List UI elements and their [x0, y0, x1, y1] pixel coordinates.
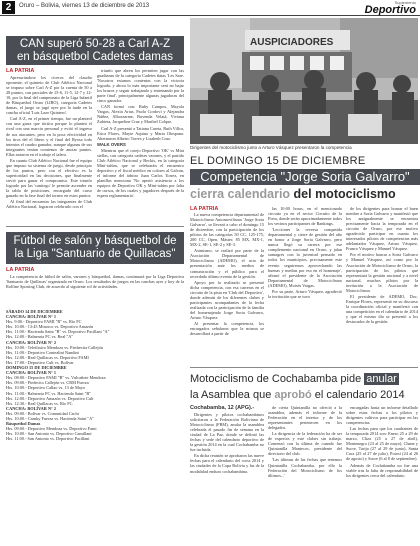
motocross-photo [190, 18, 418, 144]
supplement-label: Suplemento [394, 0, 416, 5]
schedule-line: Hrs. 11:00.- Hacienda Saint "B" vs. Deportivo Pacillani "A" [6, 329, 110, 335]
schedule-heading: CANCHA: BOLÍVAR N° 1 [6, 314, 56, 320]
schedule-line: Hrs. 10:00.- 13:45 Minorco vs. Deportivo Amazón [6, 324, 94, 330]
divider [6, 226, 184, 227]
paragraph: La nueva competencia departamental de Motociclismo Automovilismo 'Jorge Soria Galvarro', se llevará a cabo el domingo 15 de diciembre, con la participación de los pilotos de las categorías 50 CC, 125-175, 200 CC, Open, Máster, 85 MX, MX-1, MX-2, SE-1, SE-2 y SE-3. [190, 212, 264, 248]
paragraph: Al final del encuentro las integrantes de Club Atlético Nacional, lograron celebrarlo con el [6, 199, 92, 210]
paragraph: Mientras que el cotejo Deportivo 'OK' vs Mint stellas, con categoría cadetes varones, y el partido Club Atlético Nacional y Beckis, en la categoría Mini-tafúm, que se celebrarán el encuentro deportivo y el fiscal médico en colores al Galvan, el informe del árbitro Juan Carlos Torrez, en planillas menciona 'No apertó asistencia a los equipos de Deportivo OK y Mini-tafúm por falta de cursos, de los cuales y jugadores después de la espera reglamentaria'. [97, 147, 184, 199]
article2-col1 [190, 212, 264, 364]
schedule-line: Hrs. 17:00.- Deportivo Cult vs. Bolívar [6, 359, 74, 365]
paragraph: triunfo que abren los permiten jugar con las guadianas de la categoría Cadetes ñatas 'Les Sare. 'Nosotros estamos contentas con la victoria lograda, y ahora lo más importante será no bajar los brazos y seguir trabajando y entrenando por la parte final', principalmente algunas jugadoras del cinco ganador. [97, 68, 184, 104]
schedule-line: Hrs. 10:00.- Telefónico Mendoza vs. Piedrecita Callejón [6, 344, 103, 350]
article3-intro [6, 274, 184, 308]
schedule-line: Hrs. 12:00.- Deportivo Amazón vs. Deportivo Cult [6, 395, 94, 401]
schedule-line: Hrs. 12:30.- Real Quillacas vs. Río FC [6, 400, 73, 406]
schedule-line: Hrs. 11:00.- Deportivo Contealini Nandini [6, 349, 79, 355]
headline-line: en básquetbol Cadetes damas [17, 51, 173, 63]
article4-headline-line2 [190, 389, 405, 401]
schedule-heading: DOMINGO 15 DE DICIEMBRE [6, 365, 67, 371]
paragraph: Las fechas para que los cuadrantes de la temporada 2014 son: Enero 25 a 29 de marzo, Cliza (25 a 27 de abril), Montenegro (23 al 25 de mayo), Chane y Sucre, Tarija (27 al 29 de junio), Santa Cruz (25 al 27 de julio), Potosí (24 al 26 de agosto) y Sucre (6 al 8 de septiembre). [346, 426, 418, 462]
article4-col3 [346, 405, 418, 544]
headline-line: la Liga "Santuario de Quillacas" [14, 248, 176, 260]
paragraph: de los dirigentes para honrar el buen nombre a Soria Galvarro y manifestó que los antigualmente se encuentra precisamente hacia la temporada en el circuito de Oruro, por ese motivo agradecido participar en cuanto los interesados pilotos de competencias más adelantados Vásquez, Arturo Vásquez, Franco Vásquez y Manuel Vásquez. [346, 206, 418, 252]
article1-col1 [6, 75, 92, 223]
article1-col2 [97, 68, 184, 221]
article4-col1 [190, 412, 264, 544]
schedule-heading: SÁBADO 14 DE DICIEMBRE [6, 309, 63, 314]
dateline: Oruro – Bolivia, viernes 13 de diciembre de 2013 [19, 3, 150, 9]
schedule-line: Hrs. 12:00.- Balnearia FC vs. Real "A" [6, 334, 74, 340]
headline-part: la Asamblea que [190, 389, 275, 401]
supplement-logo [356, 0, 416, 16]
article1-source: LA PATRIA [6, 68, 35, 74]
page-number: 2 [2, 1, 15, 14]
paragraph: Dirigentes y pilotos cochabambinos solicitaron a la Federación Boliviana de Motociclismo (FBM), anular la asamblea celebrada el pasado fin de semana en la ciudad de La Paz, donde se definió las fechas y sede del calendario deportivo de la gestión 2014 en la cual Cochabamba no fue incluida. [190, 412, 264, 453]
paragraph: Por el motivo honrar a Soria Galvarro y Manuel Vásquez, así como por la Asociación de Motociclismo de Oruro, la participación de los pilotos que representará la gestión nacional y a nivel nacional, muchos pilotos por la invitación a la Asociación de Motociclismo. [346, 252, 418, 293]
paragraph: La competencia de fútbol de salón, varones y básquetbol, damas, continuará por la Liga Deportiva 'Santuario de Quillacas' organizada en Oruro. Los resultados de juegos en las canchas ayer y hoy de la Rolfine Sporting Club, de acuerdo al siguiente rol de actividades. [6, 274, 184, 290]
paragraph: Carl A-Z, en el primer tiempo, fue un planteol con una garra que táctica porque lo plantea el rival con una marcia personal y evitó el ingreso de sus atacantes, pero en la poca efectividad en los tiros del el libero y el final del Ryosa todo intentos el cuadro ganador, aunque algunas de sus integrantes tenían comienzo de anotar puntos. Ellas notaron en el trabajo el talero. [6, 116, 92, 157]
schedule-heading: CANCHA: BOLÍVAR N° 1 [6, 370, 56, 376]
banner-text: AUSPICIADORES [250, 37, 334, 48]
article3-source: LA PATRIA [6, 267, 35, 273]
article4-headline-line1 [190, 373, 399, 385]
supplement-title: Deportivo [364, 4, 416, 16]
article4-source: Cochabamba, 12 (APG).- [190, 405, 255, 411]
paragraph: Además de Cochabamba no fue una viable tras la falta de responsabilidad de los dirigentes cerca del calendario. [346, 462, 418, 478]
schedule-line: Hrs. 12:00.- Real Quillacas vs. Deportivo FAMI [6, 354, 89, 360]
schedule-line: Hrs. 11:00.- Balnearia FC vs. Hacienda Saint "B" [6, 390, 91, 396]
headline-highlight: aprobó [274, 389, 312, 401]
article2-headline: Competencia "Jorge Soria Galvarro" [190, 169, 420, 185]
paragraph: CAN formó con: Ruby Campos, Mayola Vargas, Alexia Arias, Paola Cordoví y Alejandra Núñez, Alborzarme, Ruvenda Velatá, Viviana Zubieta, Jacqueline Cruz y Maribel Colque. [97, 104, 184, 125]
paragraph: El presidente de ADEMO, Doc. Enrique Flores, representó en su discurso la coordinación oficial y manifestó con una competición en el calendario de 2014 y que el mismo día se presentó a los destacados de la gestión. [346, 293, 418, 325]
headline-part: el calendario 2014 [311, 389, 405, 401]
headline-line: Fútbol de salón y básquetbol de [13, 235, 177, 247]
schedule-line: Hrs. 09:00.- Bolívar vs. Comunidad Cachi [6, 410, 79, 416]
article2-col3 [346, 206, 418, 364]
article4-col2 [268, 405, 342, 544]
schedule-heading: CANCHA: BOLÍVAR N° 2 [6, 405, 56, 411]
paragraph: Al presentar la competencia, los encargados señalaron que la misma se desarrollará a partir de [190, 320, 264, 337]
subheadline-highlight: cierra calendario [190, 187, 291, 201]
headline-part: Motociclismo de Cochabamba pide [190, 373, 365, 385]
paragraph: Por su parte, Arturo Vásquez, agradeció la invitación que se tuvo [268, 288, 342, 299]
paragraph: Carl A-Z presentó a Tatiana Careta, Ruth Villca, Erica Flores, Mayte Aquino y Maria Illospana. Alternaron Albeiro Torres y Lisabeth Cruz. [97, 125, 184, 141]
article2-source: LA PATRIA [190, 206, 219, 212]
schedule-heading: CANCHA: BOLÍVAR N° 2 [6, 339, 56, 345]
schedule-line: Hrs. 09:00.- Piedecito Callejón vs. CRM Fuerza [6, 380, 89, 386]
schedule-line: Hrs. 10:00.- San Antonio vs. Deportivo Camillani [6, 431, 92, 437]
article2-subheadline [190, 187, 420, 201]
paragraph: Asimismo, se realizó por parte de la Asociación Departamental de Motociclismo (ADEMO), el acto de presentación ante los medios de comunicación y el público para el recordado último evento de la gestión. [190, 248, 264, 279]
schedule-line: Hrs. 9:00.- Deportivo FAMI "B" vs. Río FC [6, 319, 82, 325]
schedule-line: Hrs. 10:00.- Cranky Fuerza vs. Hacienda Saint "A" [6, 415, 94, 421]
photo-caption: Dirigentes del motociclismo junto a Arturo Vásquez presentaron la competencia [190, 145, 352, 150]
paragraph: encargadas hasta un informe detallado sobre estas fechas a los pilotos y dirigentes cultivos para participar en las competencias. [346, 405, 418, 426]
article3-headline [6, 232, 184, 264]
paragraph: 'Las últimas de las fechas que tenemos Quintanilla Cochabamba, por ello la Federación del Motociclismo de los últimos...' [268, 457, 342, 478]
paragraph: En cuanto Club Atlético Nacional fue el equipo que impuso su sistema de juego, desde principio de los puntos, pero con el efectivo es la superioridad en las decisiones, que finalmente sirvió para ganar el compromiso. Este triunfo logrado por las 'cantiego' le permite ascender en la tabla de posiciones, encargado del curso ganado en la fase final del torneo en estos puntos. [6, 157, 92, 199]
article3-schedule [6, 309, 184, 545]
divider [190, 367, 418, 368]
photo-illustration [190, 18, 418, 144]
article2-kicker: EL DOMINGO 15 DE DICIEMBRE [190, 155, 366, 167]
paragraph: Apoyo por la realizado se presentó dicha competencia, con esa carreras en el circuito de la pista en 'Club del Deportivo', donde además de los diferentes clubes y participantes acompañantes de la fecha realizada con la participación de la familia del homenajeado Jorge Soria Galvarro, Arturo Vásquez. [190, 279, 264, 320]
headline-line: CAN superó 50-28 a Carl A-Z [19, 38, 171, 50]
article2-col2 [268, 206, 342, 364]
paragraph: las 10:00 horas, en el mencionado circuito ya en el sector Circuito de la Fiera, donde serán aproximadamente todos los vecinos participantes de Rankings. [268, 206, 342, 227]
subheadline-rest: del motociclismo [290, 187, 396, 201]
schedule-heading: Básquetbol Damas [6, 421, 41, 427]
paragraph: En dicha reunión se aprobaron las nueve fechas para el calendario del cross 2014 y las ciudades de la Copa Bolivia y las de la modalidad enduro cochabambina. [190, 453, 264, 474]
paragraph: La dirigencia de la federación ha de ser de expertos y este clubes sin trabajo. Comenzó con la última de cuando fue Quintanilla Mantecos, presidente del directorio del club. [268, 431, 342, 457]
schedule-line: Hrs. 10:00.- Deportivo Callao vs. 13 de Mayo [6, 385, 86, 391]
schedule-line: Hrs. 08:00.- Deportivo FAMI "B" vs. Vulcañote Mendoza [6, 375, 106, 381]
page-header [0, 0, 420, 16]
schedule-line: Hrs. 11:00.- San Antonio vs. Deportivo Pacillani [6, 436, 90, 442]
schedule-line: Hrs. 09:00.- Deportivo Mendoza vs. Deportivo Fami [6, 426, 97, 432]
headline-highlight: anular [366, 373, 397, 385]
paragraph: de cierta Quintanilla no ofreció a la asamblea, además el informe de la Federación en el interior y de los representantes pertenecen en los delegados. [268, 405, 342, 431]
paragraph: Apresurándose los cíceros del claudio oponente, el quinteto de Club Atlético Nacional se impuso sobre Carl A-Z por la cuenta de 50 a 28 puntos, con parciales de 15-6, 11-5, 12-7 y 12-10, por la final del campeonato de la Liga Infantil de Básquetbol Oruro (LIBO), categoría Cadetes damas, el juego se jugó ayer por la tarde en la cancha oficial 'Luis Lazo Quintero'. [6, 75, 92, 116]
article1-headline [6, 36, 184, 65]
subheading: WALK OVERS [97, 141, 126, 147]
paragraph: 'Lecciones la reversa competida departamental y cierre de gestión del año en honor a Jorge Soria Galvarro, pero nunca llegó su carrera por ese complemento nacional en Oruro, y jalan sumagres con la juventud pensado en todos los municipios, precisamente este evento seguiremos aprovechando las buenas y medias por eso en el homenaje', afirmó el presidente de la Asociación Departamental de Motociclismo (ADEMO), Moisés Vargas. [268, 227, 342, 288]
